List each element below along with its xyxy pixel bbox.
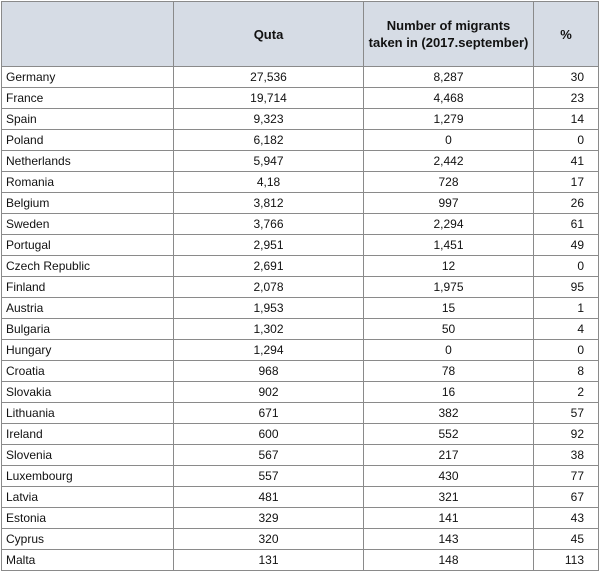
quota-cell: 600 bbox=[174, 424, 364, 445]
country-cell: Netherlands bbox=[2, 151, 174, 172]
migration-quota-table bbox=[1, 1, 599, 571]
table-row bbox=[2, 130, 599, 151]
country-cell: Malta bbox=[2, 550, 174, 571]
quota-cell: 329 bbox=[174, 508, 364, 529]
migrants-taken-cell: 12 bbox=[364, 256, 534, 277]
table-row bbox=[2, 466, 599, 487]
country-cell: Lithuania bbox=[2, 403, 174, 424]
table-row bbox=[2, 550, 599, 571]
migrants-taken-cell: 2,294 bbox=[364, 214, 534, 235]
percent-cell: 45 bbox=[534, 529, 599, 550]
table-row bbox=[2, 193, 599, 214]
migrants-taken-cell: 0 bbox=[364, 340, 534, 361]
quota-cell: 3,812 bbox=[174, 193, 364, 214]
country-cell: Czech Republic bbox=[2, 256, 174, 277]
country-cell: Sweden bbox=[2, 214, 174, 235]
migrants-taken-cell: 430 bbox=[364, 466, 534, 487]
table-row bbox=[2, 340, 599, 361]
migrants-taken-cell: 141 bbox=[364, 508, 534, 529]
header-quota: Quta bbox=[174, 2, 364, 67]
quota-cell: 6,182 bbox=[174, 130, 364, 151]
country-cell: Latvia bbox=[2, 487, 174, 508]
header-percent: % bbox=[534, 2, 599, 67]
quota-cell: 131 bbox=[174, 550, 364, 571]
header-migrants-taken: Number of migrants taken in (2017.september) bbox=[364, 2, 534, 67]
percent-cell: 43 bbox=[534, 508, 599, 529]
migrants-taken-cell: 217 bbox=[364, 445, 534, 466]
percent-cell: 4 bbox=[534, 319, 599, 340]
table-row bbox=[2, 361, 599, 382]
country-cell: Finland bbox=[2, 277, 174, 298]
migrants-taken-cell: 0 bbox=[364, 130, 534, 151]
table-row bbox=[2, 88, 599, 109]
migrants-taken-cell: 321 bbox=[364, 487, 534, 508]
percent-cell: 41 bbox=[534, 151, 599, 172]
country-cell: Luxembourg bbox=[2, 466, 174, 487]
percent-cell: 17 bbox=[534, 172, 599, 193]
table-row bbox=[2, 298, 599, 319]
table-header bbox=[2, 2, 599, 67]
quota-cell: 3,766 bbox=[174, 214, 364, 235]
migrants-taken-cell: 4,468 bbox=[364, 88, 534, 109]
table-row bbox=[2, 235, 599, 256]
quota-cell: 902 bbox=[174, 382, 364, 403]
table-row bbox=[2, 256, 599, 277]
table-row bbox=[2, 277, 599, 298]
table-row bbox=[2, 487, 599, 508]
country-cell: Ireland bbox=[2, 424, 174, 445]
percent-cell: 8 bbox=[534, 361, 599, 382]
quota-cell: 320 bbox=[174, 529, 364, 550]
percent-cell: 61 bbox=[534, 214, 599, 235]
migrants-taken-cell: 2,442 bbox=[364, 151, 534, 172]
country-cell: Germany bbox=[2, 67, 174, 88]
quota-cell: 481 bbox=[174, 487, 364, 508]
migrants-taken-cell: 552 bbox=[364, 424, 534, 445]
percent-cell: 0 bbox=[534, 256, 599, 277]
country-cell: Spain bbox=[2, 109, 174, 130]
table-row bbox=[2, 424, 599, 445]
table-row bbox=[2, 508, 599, 529]
percent-cell: 38 bbox=[534, 445, 599, 466]
country-cell: Slovakia bbox=[2, 382, 174, 403]
quota-cell: 19,714 bbox=[174, 88, 364, 109]
percent-cell: 67 bbox=[534, 487, 599, 508]
table-row bbox=[2, 529, 599, 550]
percent-cell: 14 bbox=[534, 109, 599, 130]
table-row bbox=[2, 151, 599, 172]
quota-cell: 671 bbox=[174, 403, 364, 424]
quota-cell: 9,323 bbox=[174, 109, 364, 130]
migrants-taken-cell: 1,975 bbox=[364, 277, 534, 298]
country-cell: Slovenia bbox=[2, 445, 174, 466]
percent-cell: 95 bbox=[534, 277, 599, 298]
country-cell: Bulgaria bbox=[2, 319, 174, 340]
table-row bbox=[2, 403, 599, 424]
percent-cell: 92 bbox=[534, 424, 599, 445]
percent-cell: 2 bbox=[534, 382, 599, 403]
country-cell: Hungary bbox=[2, 340, 174, 361]
country-cell: Portugal bbox=[2, 235, 174, 256]
table-row bbox=[2, 445, 599, 466]
country-cell: Austria bbox=[2, 298, 174, 319]
table-body bbox=[2, 67, 599, 571]
country-cell: Belgium bbox=[2, 193, 174, 214]
table-row bbox=[2, 214, 599, 235]
table-row bbox=[2, 67, 599, 88]
quota-cell: 968 bbox=[174, 361, 364, 382]
migrants-taken-cell: 8,287 bbox=[364, 67, 534, 88]
quota-cell: 1,302 bbox=[174, 319, 364, 340]
table-row bbox=[2, 172, 599, 193]
migrants-taken-cell: 1,279 bbox=[364, 109, 534, 130]
percent-cell: 0 bbox=[534, 340, 599, 361]
percent-cell: 0 bbox=[534, 130, 599, 151]
country-cell: Cyprus bbox=[2, 529, 174, 550]
header-row bbox=[2, 2, 599, 67]
table-row bbox=[2, 109, 599, 130]
migrants-taken-cell: 728 bbox=[364, 172, 534, 193]
quota-cell: 27,536 bbox=[174, 67, 364, 88]
quota-cell: 567 bbox=[174, 445, 364, 466]
percent-cell: 113 bbox=[534, 550, 599, 571]
migrants-taken-cell: 997 bbox=[364, 193, 534, 214]
quota-cell: 4,18 bbox=[174, 172, 364, 193]
quota-cell: 1,953 bbox=[174, 298, 364, 319]
country-cell: France bbox=[2, 88, 174, 109]
table-row bbox=[2, 319, 599, 340]
table-row bbox=[2, 382, 599, 403]
country-cell: Romania bbox=[2, 172, 174, 193]
percent-cell: 23 bbox=[534, 88, 599, 109]
migrants-taken-cell: 148 bbox=[364, 550, 534, 571]
quota-cell: 2,078 bbox=[174, 277, 364, 298]
percent-cell: 77 bbox=[534, 466, 599, 487]
quota-cell: 557 bbox=[174, 466, 364, 487]
percent-cell: 1 bbox=[534, 298, 599, 319]
quota-cell: 2,951 bbox=[174, 235, 364, 256]
percent-cell: 30 bbox=[534, 67, 599, 88]
migrants-taken-cell: 15 bbox=[364, 298, 534, 319]
quota-cell: 2,691 bbox=[174, 256, 364, 277]
country-cell: Croatia bbox=[2, 361, 174, 382]
migrants-taken-cell: 382 bbox=[364, 403, 534, 424]
migrants-taken-cell: 1,451 bbox=[364, 235, 534, 256]
migrants-taken-cell: 16 bbox=[364, 382, 534, 403]
percent-cell: 26 bbox=[534, 193, 599, 214]
country-cell: Estonia bbox=[2, 508, 174, 529]
country-cell: Poland bbox=[2, 130, 174, 151]
percent-cell: 49 bbox=[534, 235, 599, 256]
quota-cell: 1,294 bbox=[174, 340, 364, 361]
migrants-taken-cell: 78 bbox=[364, 361, 534, 382]
percent-cell: 57 bbox=[534, 403, 599, 424]
header-country bbox=[2, 2, 174, 67]
quota-cell: 5,947 bbox=[174, 151, 364, 172]
migrants-taken-cell: 50 bbox=[364, 319, 534, 340]
migrants-taken-cell: 143 bbox=[364, 529, 534, 550]
